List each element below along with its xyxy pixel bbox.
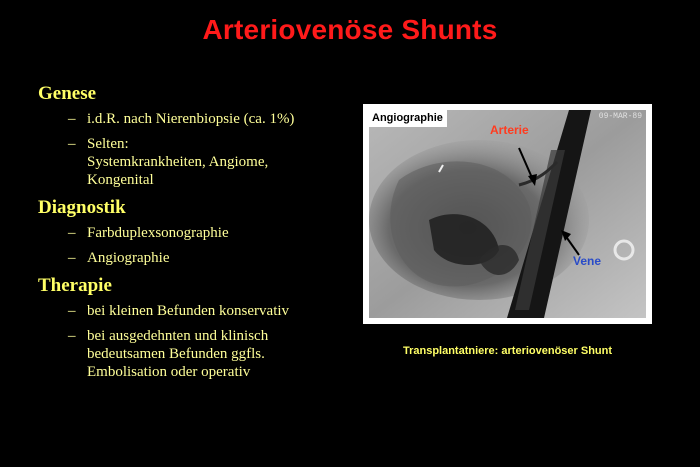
item-line: Angiographie [87,250,170,266]
item-line: Embolisation oder operativ [87,364,251,380]
bullet-list [38,224,358,267]
item-line: bei kleinen Befunden konservativ [87,303,290,319]
section-heading: Therapie [38,275,112,296]
item-line: Selten: [87,136,129,152]
bullet-dash: – [68,225,76,241]
item-line: Kongenital [87,172,154,188]
bullet-dash: – [68,303,76,319]
list-item [38,110,358,128]
list-item [38,302,358,320]
arterie-label: Arterie [490,123,529,137]
item-line: bedeutsamen Befunden ggfls. [87,346,265,362]
item-line: i.d.R. nach Nierenbiopsie (ca. 1%) [87,111,295,127]
figure-label: Angiographie [369,110,447,127]
date-stamp: 09-MAR-89 [598,112,642,121]
list-item [38,249,358,267]
section-therapie [38,274,358,381]
bullet-dash: – [68,328,76,344]
figure-caption: Transplantatniere: arteriovenöser Shunt [402,345,613,357]
item-line: bei ausgedehnten und klinisch [87,328,269,344]
vene-label: Vene [573,254,602,268]
angiography-figure [363,104,652,324]
bullet-dash: – [68,250,76,266]
item-line: Farbduplexsonographie [87,225,229,241]
section-heading: Diagnostik [38,197,126,218]
bullet-dash: – [68,111,76,127]
section-diagnostik [38,196,358,267]
bullet-list [38,110,358,189]
list-item [38,327,358,381]
section-genese [38,82,358,189]
item-line: Systemkrankheiten, Angiome, [87,154,269,170]
bullet-dash: – [68,136,76,152]
angiography-image [369,110,646,318]
list-item [38,135,358,189]
slide-title: Arteriovenöse Shunts [202,14,498,45]
bullet-list [38,302,358,381]
bullet-content [38,82,358,388]
section-heading: Genese [38,83,97,104]
list-item [38,224,358,242]
